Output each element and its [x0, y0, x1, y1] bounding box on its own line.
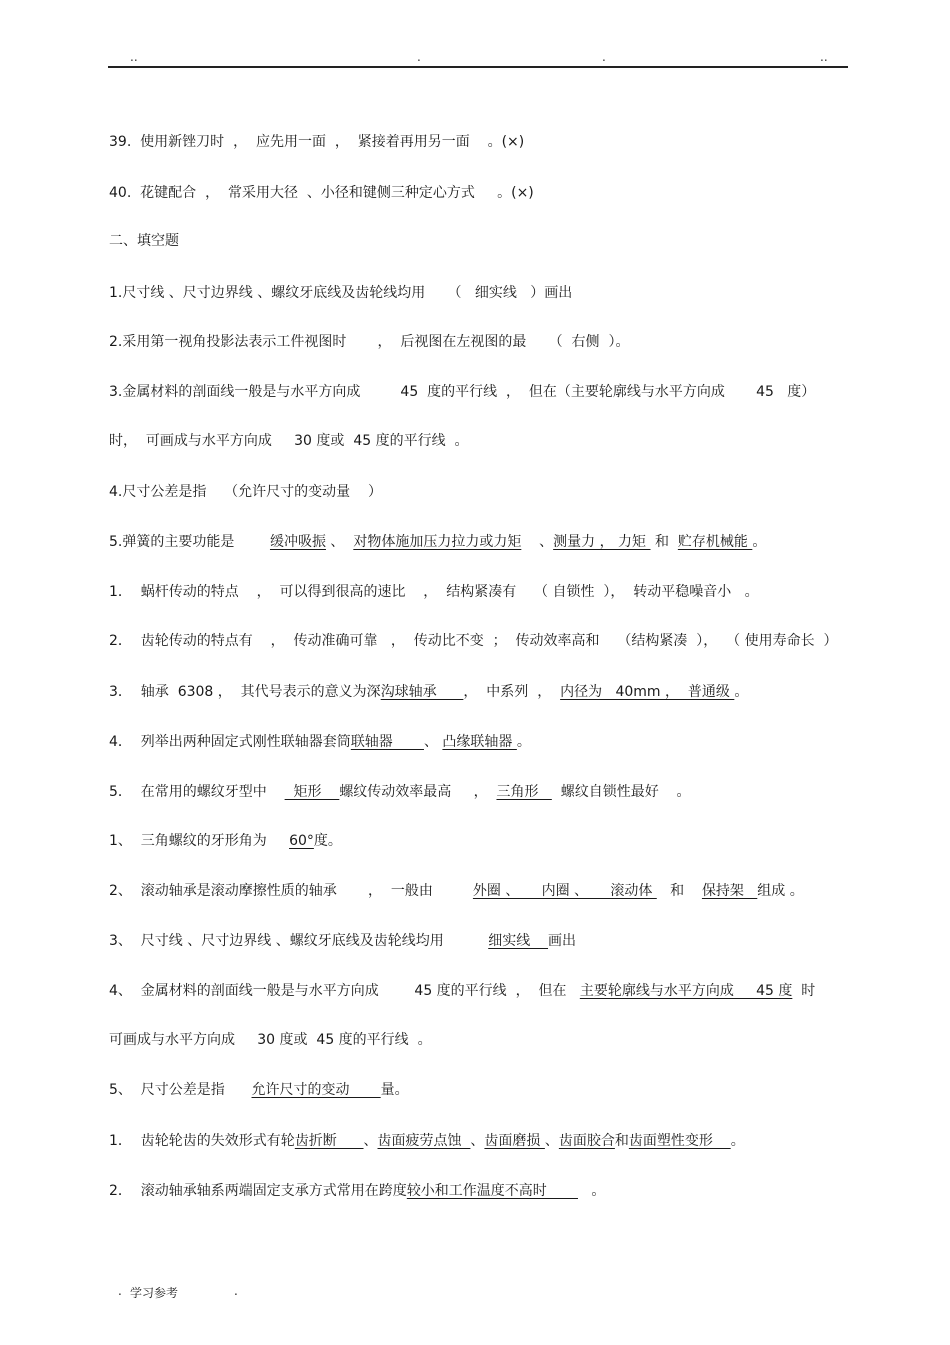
- bearing-6308-line: 3． 轴承 6308 ， 其代号表示的意义为深沟球轴承 ， 中系列 ， 内径为 40mm ， 普通级 。: [109, 684, 749, 700]
- answer-blank: 联轴器: [350, 734, 424, 750]
- thread-angle-line: 1、 三角螺纹的牙形角为 60°度。: [109, 833, 342, 849]
- header-rule: [108, 66, 848, 68]
- section-line-rule: 4、 金属材料的剖面线一般是与水平方向成 45 度的平行线 ， 但在 主要轮廓线与水平方向成 45 度 时: [109, 983, 816, 999]
- answer-blank: 齿折断: [294, 1133, 364, 1149]
- section-heading: 二、填空题: [109, 233, 179, 249]
- tolerance-line: 5、 尺寸公差是指 允许尺寸的变动 量。: [109, 1082, 409, 1098]
- fill-2: 2.采用第一视角投影法表示工件视图时 ， 后视图在左视图的最 （ 右侧 ）。: [109, 334, 630, 350]
- answer-blank: 对物体施加压力拉力或力矩: [353, 534, 522, 550]
- answer-blank: 允许尺寸的变动: [251, 1082, 381, 1098]
- fill-3: 3.金属材料的剖面线一般是与水平方向成 45 度的平行线 ， 但在（主要轮廓线与水平方向成 45 度）: [109, 384, 816, 400]
- answer-blank: 内径为 40mm ， 普通级: [560, 684, 735, 700]
- question-40: 40. 花键配合 ， 常采用大径 、小径和键侧三种定心方式 。(×): [109, 185, 534, 201]
- header-dot-center-right: .: [602, 50, 606, 64]
- answer-blank: 齿面磨损: [484, 1133, 545, 1149]
- answer-blank: 三角形: [496, 784, 552, 800]
- answer-blank: 凸缘联轴器: [442, 734, 517, 750]
- fill-4: 4.尺寸公差是指 （允许尺寸的变动量 ）: [109, 484, 382, 500]
- page-header: [0, 0, 950, 70]
- header-dots-left: ..: [130, 50, 138, 64]
- answer-blank: 齿面胶合: [558, 1133, 615, 1149]
- fixed-support-line: 2． 滚动轴承轴系两端固定支承方式常用在跨度较小和工作温度不高时 。: [109, 1183, 606, 1199]
- question-39: 39. 使用新锉刀时 ， 应先用一面 ， 紧接着再用另一面 。(×): [109, 134, 525, 150]
- answer-blank: 矩形: [284, 784, 340, 800]
- thread-type-line: 5． 在常用的螺纹牙型中 矩形 螺纹传动效率最高 ， 三角形 螺纹自锁性最好 。: [109, 784, 691, 800]
- header-dot-center-left: .: [417, 50, 421, 64]
- answer-blank: 沟球轴承: [380, 684, 464, 700]
- worm-gear-line: 1． 蜗杆传动的特点 ， 可以得到很高的速比 ， 结构紧凑有 （ 自锁性 ）， 转动平稳噪音小 。: [109, 584, 759, 600]
- answer-blank: 保持架: [701, 883, 758, 899]
- coupling-line: 4． 列举出两种固定式刚性联轴器套筒联轴器 、 凸缘联轴器 。: [109, 734, 531, 750]
- answer-blank: 缓冲吸振: [269, 534, 326, 550]
- fill-3-cont: 时， 可画成与水平方向成 30 度或 45 度的平行线 。: [109, 433, 469, 449]
- rolling-bearing-line: 2、 滚动轴承是滚动摩擦性质的轴承 ， 一般由 外圈 、 内圈 、 滚动体 和 保持架 组成 。: [109, 883, 804, 899]
- gear-drive-line: 2． 齿轮传动的特点有 ， 传动准确可靠 ， 传动比不变 ； 传动效率高和 （结构紧凑 ）， （ 使用寿命长 ）: [109, 633, 838, 649]
- answer-blank: 较小和工作温度不高时: [406, 1183, 578, 1199]
- answer-blank: 主要轮廓线与水平方向成 45 度: [579, 983, 793, 999]
- fill-1: 1.尺寸线 、尺寸边界线 、螺纹牙底线及齿轮线均用 （ 细实线 ）画出: [109, 285, 573, 301]
- answer-blank: 齿面塑性变形: [628, 1133, 731, 1149]
- section-line-rule-cont: 可画成与水平方向成 30 度或 45 度的平行线 。: [109, 1032, 432, 1048]
- answer-blank: 贮存机械能: [677, 534, 753, 550]
- answer-blank: 齿面疲劳点蚀: [377, 1133, 471, 1149]
- dimension-line: 3、 尺寸线 、尺寸边界线 、螺纹牙底线及齿轮线均用 细实线 画出: [109, 933, 577, 949]
- footer-text: 学习参考: [130, 1286, 179, 1300]
- answer-blank: 测量力 ， 力矩: [553, 534, 651, 550]
- answer-blank: 外圈 、 内圈 、 滚动体: [472, 883, 657, 899]
- footer-dot-left: .: [118, 1284, 122, 1298]
- header-dots-right: ..: [820, 50, 828, 64]
- answer-blank: 60°: [289, 833, 314, 849]
- fill-5: 5.弹簧的主要功能是 缓冲吸振 、 对物体施加压力拉力或力矩 、测量力 ， 力矩 和 贮存机械能 。: [109, 534, 767, 550]
- gear-failure-line: 1． 齿轮轮齿的失效形式有轮齿折断 、齿面疲劳点蚀 、齿面磨损 、齿面胶合和齿面塑性变形 。: [109, 1133, 745, 1149]
- footer-dot-right: .: [234, 1284, 238, 1298]
- answer-blank: 细实线: [488, 933, 549, 949]
